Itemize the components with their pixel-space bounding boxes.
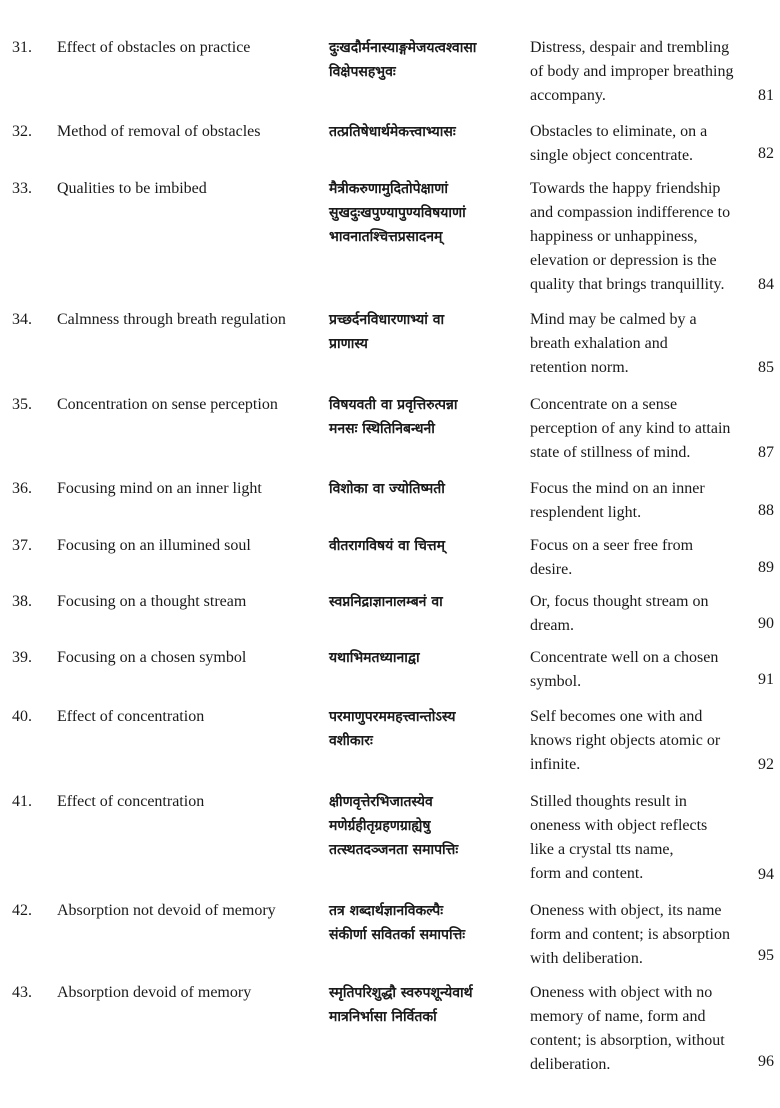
description-line: Towards the happy friendship: [530, 180, 721, 197]
entry-title: Focusing on a thought stream: [57, 593, 247, 610]
sanskrit-line: मनसः स्थितिनिबन्धनी: [329, 421, 435, 437]
entry-number: 31.: [12, 39, 32, 56]
description-line: single object concentrate.: [530, 147, 694, 164]
entry-description: [530, 534, 758, 582]
entry-number: 32.: [12, 123, 32, 140]
sanskrit-line: मात्रनिर्भासा निर्वितर्का: [329, 1009, 437, 1025]
description-line: Focus on a seer free from: [530, 537, 694, 554]
page-number: 85: [758, 359, 774, 376]
entry-title: Method of removal of obstacles: [57, 123, 261, 140]
sanskrit-line: विशोका वा ज्योतिष्मती: [329, 481, 445, 497]
description-line: dream.: [530, 617, 574, 634]
description-line: Obstacles to eliminate, on a: [530, 123, 708, 140]
sanskrit-sutra: [329, 534, 529, 558]
sanskrit-line: वीतरागविषयं वा चित्तम्: [329, 538, 445, 554]
sanskrit-sutra: [329, 477, 529, 501]
description-line: Distress, despair and trembling: [530, 39, 730, 56]
entry-description: [530, 590, 758, 638]
description-line: of body and improper breathing: [530, 63, 734, 80]
entry-number: 36.: [12, 480, 32, 497]
sanskrit-sutra: [329, 590, 529, 614]
page-number: 94: [758, 866, 774, 883]
entry-number: 39.: [12, 649, 32, 666]
description-line: Concentrate well on a chosen: [530, 649, 719, 666]
page-number: 90: [758, 615, 774, 632]
description-line: oneness with object reflects: [530, 817, 708, 834]
description-line: deliberation.: [530, 1056, 611, 1073]
page-number: 92: [758, 756, 774, 773]
entry-title: Focusing on a chosen symbol: [57, 649, 247, 666]
sanskrit-line: यथाभिमतध्यानाद्वा: [329, 650, 420, 666]
sanskrit-sutra: [329, 646, 529, 670]
description-line: memory of name, form and: [530, 1008, 706, 1025]
sanskrit-sutra: [329, 899, 529, 947]
description-line: happiness or unhappiness,: [530, 228, 698, 245]
page-number: 81: [758, 87, 774, 104]
entry-title: Effect of obstacles on practice: [57, 39, 251, 56]
sanskrit-sutra: [329, 36, 529, 84]
description-line: form and content; is absorption: [530, 926, 730, 943]
page-number: 96: [758, 1053, 774, 1070]
entry-number: 40.: [12, 708, 32, 725]
entry-description: [530, 36, 758, 108]
entry-description: [530, 308, 758, 380]
description-line: Stilled thoughts result in: [530, 793, 687, 810]
sanskrit-line: स्वप्ननिद्राज्ञानालम्बनं वा: [329, 594, 443, 610]
entry-title: Effect of concentration: [57, 708, 205, 725]
page-number: 82: [758, 145, 774, 162]
description-line: quality that brings tranquillity.: [530, 276, 725, 293]
entry-number: 38.: [12, 593, 32, 610]
entry-description: [530, 120, 758, 168]
sanskrit-line: क्षीणवृत्तेरभिजातस्येव: [329, 794, 433, 810]
sanskrit-line: विक्षेपसहभुवः: [329, 64, 396, 80]
entry-description: [530, 899, 758, 971]
description-line: and compassion indifference to: [530, 204, 731, 221]
page-number: 95: [758, 947, 774, 964]
sanskrit-line: तत्स्थतदञ्जनता समापत्तिः: [329, 842, 459, 858]
entry-title: Absorption not devoid of memory: [57, 902, 276, 919]
entry-description: [530, 177, 758, 297]
entry-description: [530, 393, 758, 465]
sanskrit-line: वशीकारः: [329, 733, 373, 749]
sanskrit-sutra: [329, 981, 529, 1029]
description-line: perception of any kind to attain: [530, 420, 731, 437]
description-line: Oneness with object, its name: [530, 902, 722, 919]
sanskrit-line: मैत्रीकरुणामुदितोपेक्षाणां: [329, 181, 448, 197]
sanskrit-line: तत्र शब्दार्थज्ञानविकल्पैः: [329, 903, 444, 919]
entry-title: Focusing on an illumined soul: [57, 537, 251, 554]
description-line: breath exhalation and: [530, 335, 668, 352]
sanskrit-line: मणेर्ग्रहीतृग्रहणग्राह्येषु: [329, 818, 431, 834]
description-line: knows right objects atomic or: [530, 732, 721, 749]
entry-number: 42.: [12, 902, 32, 919]
entry-title: Calmness through breath regulation: [57, 311, 286, 328]
sanskrit-line: प्रच्छर्दनविधारणाभ्यां वा: [329, 312, 445, 328]
description-line: desire.: [530, 561, 573, 578]
sanskrit-sutra: [329, 790, 529, 862]
sanskrit-line: सुखदुःखपुण्यापुण्यविषयाणां: [329, 205, 466, 221]
entry-number: 35.: [12, 396, 32, 413]
entry-description: [530, 981, 758, 1077]
sanskrit-sutra: [329, 120, 529, 144]
entry-number: 41.: [12, 793, 32, 810]
page-number: 84: [758, 276, 774, 293]
description-line: retention norm.: [530, 359, 629, 376]
page-number: 87: [758, 444, 774, 461]
sanskrit-sutra: [329, 177, 529, 249]
entry-title: Effect of concentration: [57, 793, 205, 810]
description-line: Oneness with object with no: [530, 984, 713, 1001]
sanskrit-sutra: [329, 705, 529, 753]
sanskrit-line: संकीर्णा सवितर्का समापत्तिः: [329, 927, 466, 943]
description-line: resplendent light.: [530, 504, 642, 521]
description-line: state of stillness of mind.: [530, 444, 691, 461]
sanskrit-sutra: [329, 393, 529, 441]
entry-title: Concentration on sense perception: [57, 396, 278, 413]
description-line: Self becomes one with and: [530, 708, 703, 725]
sanskrit-sutra: [329, 308, 529, 356]
description-line: symbol.: [530, 673, 582, 690]
entry-description: [530, 790, 758, 886]
entry-description: [530, 705, 758, 777]
description-line: Concentrate on a sense: [530, 396, 678, 413]
sanskrit-line: विषयवती वा प्रवृत्तिरुत्पन्ना: [329, 397, 458, 413]
page-number: 88: [758, 502, 774, 519]
sanskrit-line: प्राणास्य: [329, 336, 368, 352]
description-line: with deliberation.: [530, 950, 643, 967]
sanskrit-line: दुःखदौर्मनास्याङ्गमेजयत्वश्वासा: [329, 40, 477, 56]
entry-number: 33.: [12, 180, 32, 197]
description-line: form and content.: [530, 865, 644, 882]
description-line: content; is absorption, without: [530, 1032, 725, 1049]
entry-description: [530, 477, 758, 525]
description-line: Focus the mind on an inner: [530, 480, 705, 497]
description-line: Mind may be calmed by a: [530, 311, 697, 328]
description-line: like a crystal tts name,: [530, 841, 674, 858]
description-line: infinite.: [530, 756, 581, 773]
sanskrit-line: तत्प्रतिषेधार्थमेकत्त्वाभ्यासः: [329, 124, 456, 140]
entry-number: 37.: [12, 537, 32, 554]
entry-number: 43.: [12, 984, 32, 1001]
page-number: 89: [758, 559, 774, 576]
description-line: Or, focus thought stream on: [530, 593, 709, 610]
sanskrit-line: भावनातश्चित्तप्रसादनम्: [329, 229, 443, 245]
entry-description: [530, 646, 758, 694]
sanskrit-line: स्मृतिपरिशुद्धौ स्वरुपशून्येवार्थ: [329, 985, 473, 1001]
entry-title: Focusing mind on an inner light: [57, 480, 262, 497]
description-line: elevation or depression is the: [530, 252, 717, 269]
description-line: accompany.: [530, 87, 606, 104]
entry-title: Absorption devoid of memory: [57, 984, 252, 1001]
page-number: 91: [758, 671, 774, 688]
entry-number: 34.: [12, 311, 32, 328]
entry-title: Qualities to be imbibed: [57, 180, 207, 197]
sanskrit-line: परमाणुपरममहत्त्वान्तोऽस्य: [329, 709, 456, 725]
